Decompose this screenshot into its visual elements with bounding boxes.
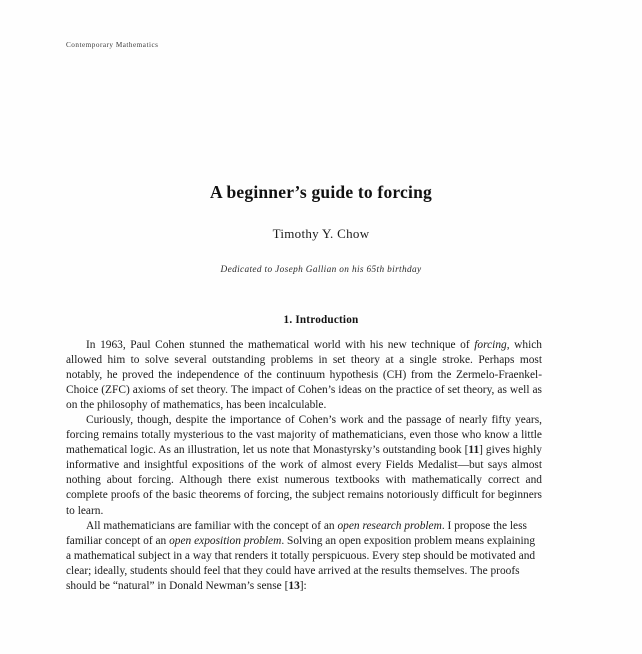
text-run: All mathematicians are familiar with the concept of an (86, 519, 338, 532)
text-run: . I propose the less familiar concept of an (66, 519, 527, 547)
text-run: Curiously, though, despite the importance of Cohen’s work and the passage of nearly fifty years, forcing remains totally mysterious to the vast majority of mathematicians, even those who know a little mathematical logic. As an illustration, let us note that Monastyrsky’s outstanding book [ (66, 414, 542, 457)
paragraph (66, 519, 542, 594)
dedication-line: Dedicated to Joseph Gallian on his 65th birthday (220, 265, 422, 275)
section-heading-introduction: 1. Introduction (283, 314, 359, 326)
title-block (0, 182, 642, 275)
text-run: ]: (299, 579, 307, 592)
citation-number: 11 (468, 444, 480, 457)
text-run: , which allowed him to solve several outstanding problems in set theory at a single stroke. Perhaps most notably, he proved the independence of the continuum hypothesis (CH) from the Zermelo-Fraenkel-Choice (ZFC) axioms of set theory. The impact of Cohen’s ideas on the practice of set theory, as well as on the philosophy of mathematics, has been incalculable. (66, 339, 542, 412)
paragraph (66, 338, 542, 413)
text-run: In 1963, Paul Cohen stunned the mathematical world with his new technique of (86, 339, 475, 351)
author-name: Timothy Y. Chow (272, 226, 370, 241)
emphasis-text: forcing (474, 339, 507, 351)
body-text (66, 338, 542, 594)
page-title: A beginner’s guide to forcing (210, 182, 432, 202)
running-head: Contemporary Mathematics (66, 41, 159, 49)
text-run: ] gives highly informative and insightful expositions of the work of almost every Fields Medalist—but says almost nothing about forcing. Although there exist numerous textbooks with mathematically correct and complete proofs of the basic theorems of forcing, the subject remains notoriously difficult for beginners to learn. (66, 444, 542, 517)
emphasis-text: open exposition problem (169, 534, 282, 547)
citation-number: 13 (288, 579, 300, 592)
text-run: . Solving an open exposition problem means explaining a mathematical subject in a way that renders it totally perspicuous. Every step should be motivated and clear; ideally, students should feel that they could have arrived at the results themselves. The proofs should be “natural” in Donald Newman’s sense [ (66, 534, 536, 592)
emphasis-text: open research problem (337, 519, 442, 532)
paragraph (66, 413, 542, 518)
